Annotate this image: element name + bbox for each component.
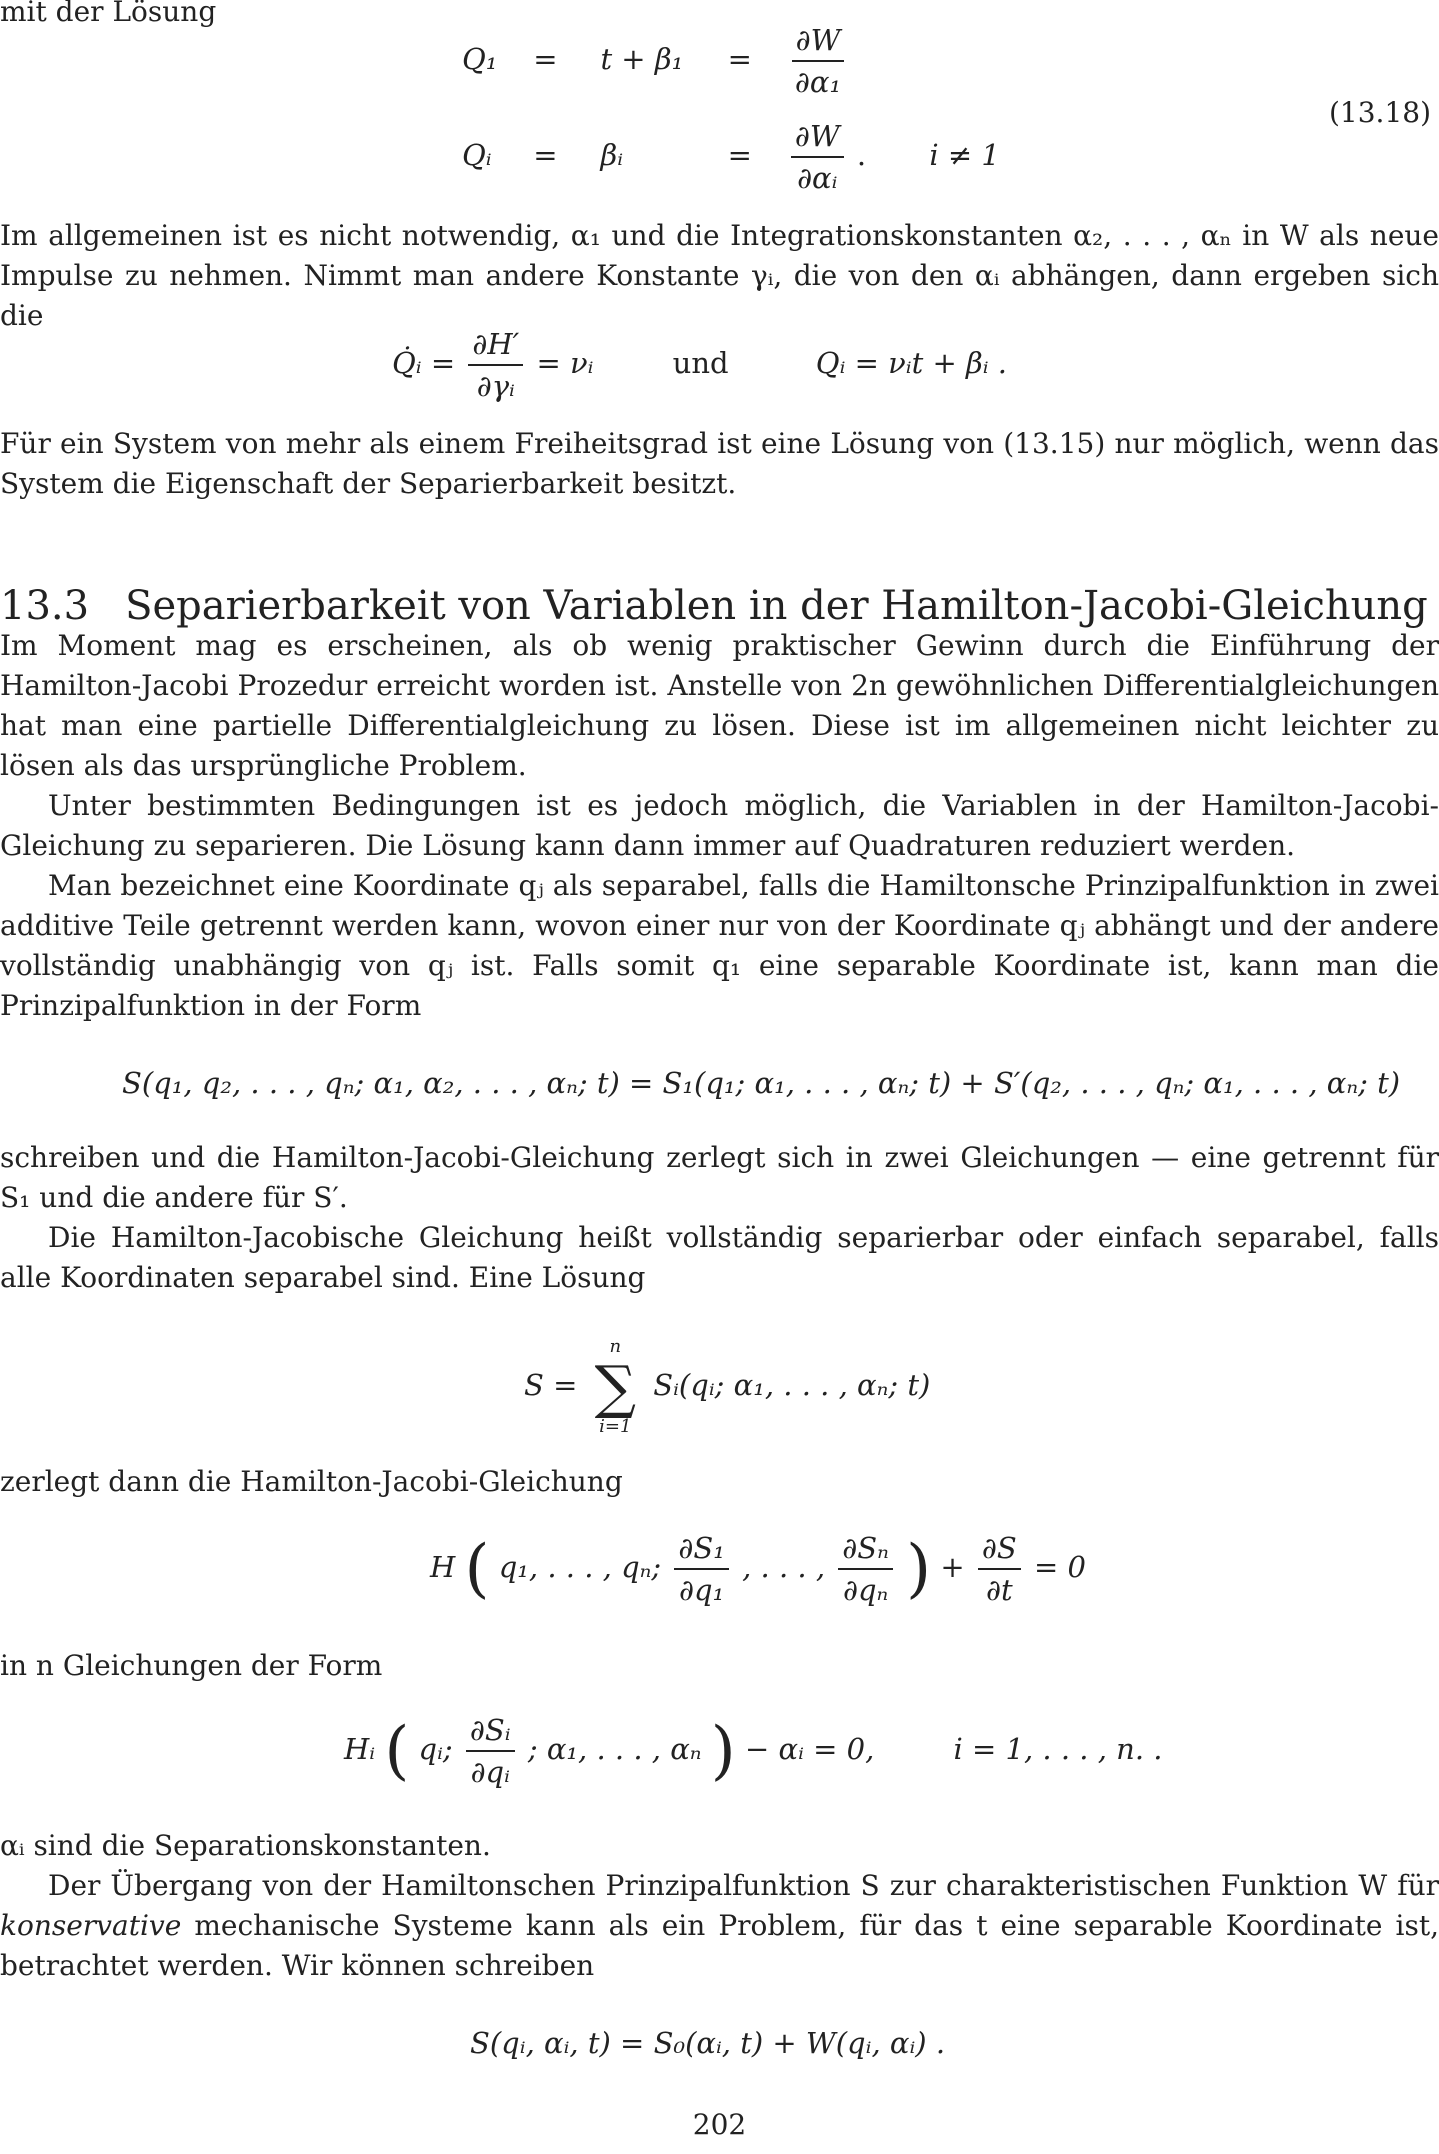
page-number: 202 [692,2108,747,2141]
section-title: Separierbarkeit von Variablen in der Hamilton-Jacobi-Gleichung [125,583,1428,630]
fraction: $\frac{\partial W}{\text{∂αᵢ}}$ [791,118,844,196]
fraction: $\frac{\text{∂Sᵢ}}{\text{∂qᵢ}}$ [466,1712,515,1790]
equation-hi: Hᵢ ( qᵢ; $\frac{\text{∂Sᵢ}}{\text{∂qᵢ}}$ ; α₁, . . . , αₙ ) − αᵢ = 0, i = 1, . . . , n. . [344,1713,1163,1789]
paragraph: Im Moment mag es erscheinen, als ob wenig praktischer Gewinn durch die Einführung der Hamilton-Jacobi Prozedur erreicht worden ist. Anstelle von 2n gewöhnlichen Differentialgleichungen hat man eine partielle Differentialgleichung zu lösen. Diese ist im allgemeinen nicht leichter zu lösen als das ursprüngliche Problem. [0,629,1439,782]
paragraph: Für ein System von mehr als einem Freiheitsgrad ist eine Lösung von (13.15) nur möglich, wenn das System die Eigenschaft der Separierbarkeit besitzt. [0,427,1439,500]
paragraph: Der Übergang von der Hamiltonschen Prinzipalfunktion S zur charakteristischen Funktion W für konservative mechanische Systeme kann als ein Problem, für das t eine separable Koordinate ist, betrachtet werden. Wir können schreiben [0,1869,1439,1982]
intro-line: mit der Lösung [0,0,217,28]
paragraph: Man bezeichnet eine Koordinate qⱼ als separabel, falls die Hamiltonsche Prinzipalfunktion in zwei additive Teile getrennt werden kann, wovon einer nur von der Koordinate qⱼ abhängt und der andere vollständig unabhängig von qⱼ ist. Falls somit q₁ eine separable Koordinate ist, kann man die Prinzipalfunktion in der Form [0,869,1439,1022]
paragraph: Die Hamilton-Jacobische Gleichung heißt vollständig separierbar oder einfach separabel, falls alle Koordinaten separabel sind. Eine Lösung [0,1221,1439,1294]
paragraph: schreiben und die Hamilton-Jacobi-Gleichung zerlegt sich in zwei Gleichungen — eine getrennt für S₁ und die andere für S′. [0,1141,1439,1214]
paragraph: Im allgemeinen ist es nicht notwendig, α₁ und die Integrationskonstanten α₂, . . . , αₙ in W als neue Impulse zu nehmen. Nimmt man andere Konstante γᵢ, die von den αᵢ abhängen, dann ergeben sich die [0,219,1439,332]
section-number: 13.3 [0,583,90,630]
equation-number: (13.18) [1328,96,1431,129]
fraction: $\frac{\text{∂S₁}}{\text{∂q₁}}$ [674,1530,729,1608]
paragraph: Unter bestimmten Bedingungen ist es jedoch möglich, die Variablen in der Hamilton-Jacobi-Gleichung zu separieren. Die Lösung kann dann immer auf Quadraturen reduziert werden. [0,789,1439,862]
fraction: $\frac{\text{∂Sₙ}}{\text{∂qₙ}}$ [838,1530,893,1608]
section-heading [0,581,1428,631]
equation-h: H ( q₁, . . . , qₙ; $\frac{\text{∂S₁}}{\text{∂q₁}}$ , . . . , $\frac{\text{∂Sₙ}}{\text{∂qₙ}}$ ) + $\frac{\partial S}{\partial t}$ = 0 [430,1531,1086,1607]
equation-q-dot: Q̇ᵢ = $\frac{\partial H'}{\text{∂γᵢ}}$ = νᵢ und Qᵢ = νᵢt + βᵢ . [392,327,1008,403]
paragraph: αᵢ sind die Separationskonstanten. [0,1829,491,1862]
eq-row-2: Qᵢ = βᵢ = $\frac{\partial W}{\text{∂αᵢ}}$ . i ≠ 1 [462,119,1000,195]
equation-s-split: S(q₁, q₂, . . . , qₙ; α₁, α₂, . . . , αₙ; t) = S₁(q₁; α₁, . . . , αₙ; t) + S′(q₂, . . . , qₙ; α₁, . . . , αₙ; t) [122,1066,1401,1100]
fraction: $\frac{\partial W}{\text{∂α₁}}$ [791,22,845,100]
fraction: $\frac{\partial S}{\partial t}$ [978,1530,1021,1608]
summation: n ∑ i=1 [594,1336,637,1437]
equation-s-w: S(qᵢ, αᵢ, t) = S₀(αᵢ, t) + W(qᵢ, αᵢ) . [470,2026,946,2060]
eq-row-1: Q₁ = t + β₁ = $\frac{\partial W}{\text{∂α₁}}$ [462,22,849,100]
fraction: $\frac{\partial H'}{\text{∂γᵢ}}$ [468,326,523,404]
paragraph: zerlegt dann die Hamilton-Jacobi-Gleichung [0,1465,623,1498]
equation-sum: S = n ∑ i=1 Sᵢ(qᵢ; α₁, . . . , αₙ; t) [524,1336,931,1437]
paragraph: in n Gleichungen der Form [0,1649,383,1682]
